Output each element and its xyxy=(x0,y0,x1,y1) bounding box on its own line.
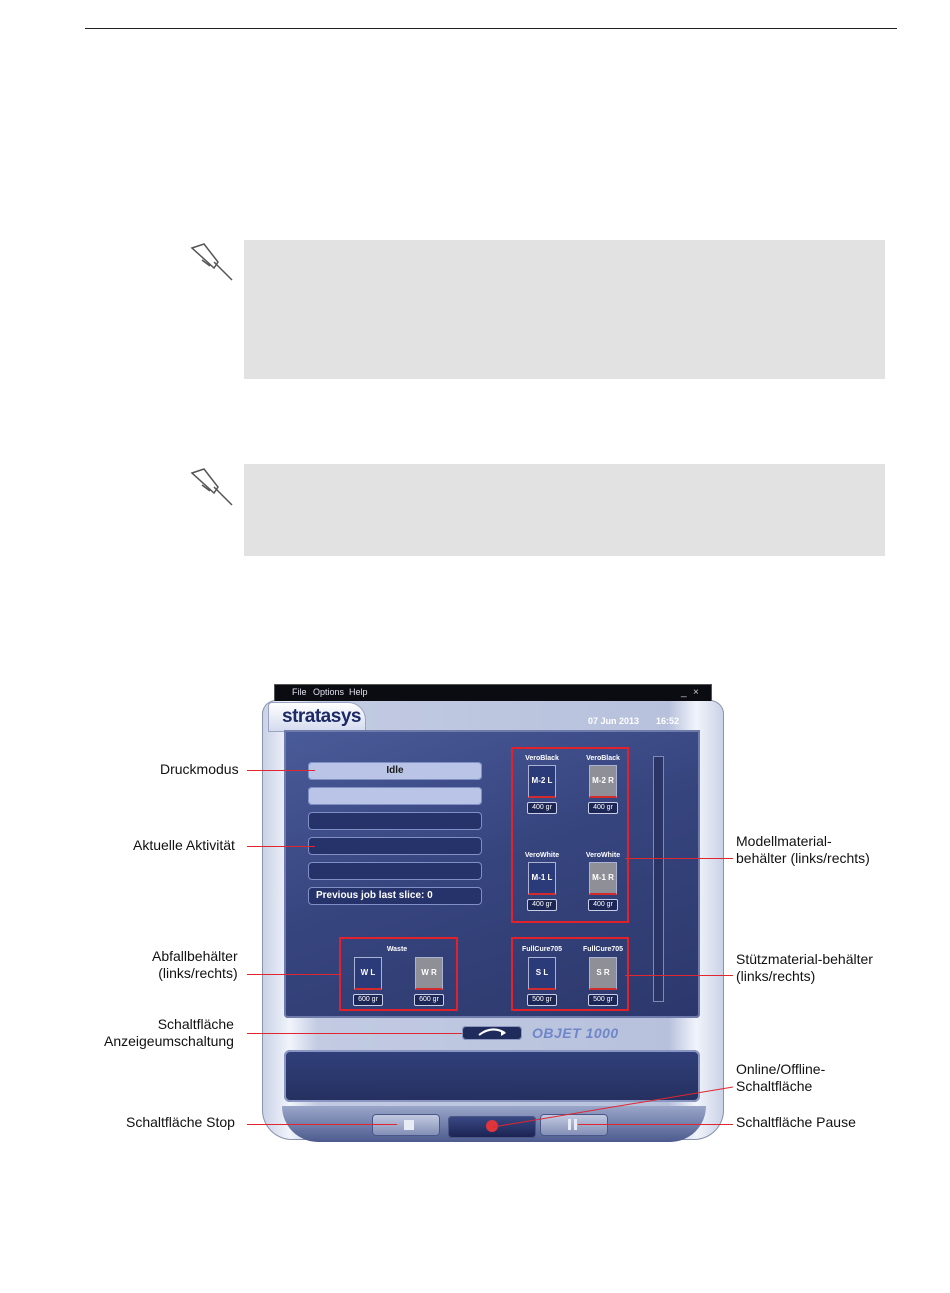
callout-line xyxy=(625,975,733,976)
callout-line xyxy=(247,846,315,847)
pushpin-icon xyxy=(188,240,234,284)
refresh-icon xyxy=(475,1027,509,1039)
support-left: S L xyxy=(528,957,556,990)
callout-line xyxy=(247,974,339,975)
callout-line xyxy=(247,1124,397,1125)
callout-stuetz xyxy=(736,951,873,985)
waste-label: Waste xyxy=(386,946,408,953)
callout-abfall xyxy=(152,948,238,982)
support-right: S R xyxy=(589,957,617,990)
model-label: OBJET 1000 xyxy=(532,1025,619,1041)
print-mode-field: Idle xyxy=(308,762,482,780)
waste-right: W R xyxy=(415,957,443,990)
support-material: FullCure705 xyxy=(582,946,624,953)
status-field-2 xyxy=(308,787,482,805)
status-field-5 xyxy=(308,862,482,880)
note-box xyxy=(244,464,885,556)
callout-anzeige-line2: Anzeigeumschaltung xyxy=(104,1033,234,1049)
waste-left: W L xyxy=(354,957,382,990)
callout-stop: Schaltfläche Stop xyxy=(126,1114,235,1130)
support-material: FullCure705 xyxy=(521,946,563,953)
callout-stuetz-line1: Stützmaterial-behälter xyxy=(736,951,873,967)
cartridge-material: VeroWhite xyxy=(524,852,560,859)
waste-weight: 600 gr xyxy=(414,994,444,1006)
callout-line xyxy=(625,858,733,859)
callout-line xyxy=(247,770,315,771)
callout-pause: Schaltfläche Pause xyxy=(736,1114,856,1130)
callout-anzeige-line1: Schaltfläche xyxy=(157,1016,234,1032)
callout-aktivitaet: Aktuelle Aktivität xyxy=(133,837,235,853)
cartridge-m1r: M-1 R xyxy=(589,862,617,895)
cartridge-material: VeroBlack xyxy=(586,755,620,762)
cartridge-weight: 400 gr xyxy=(527,899,557,911)
waste-weight: 600 gr xyxy=(353,994,383,1006)
display-toggle-button[interactable] xyxy=(462,1026,522,1040)
header-rule xyxy=(85,28,897,29)
date-display: 07 Jun 2013 xyxy=(588,716,640,726)
cartridge-m2l: M-2 L xyxy=(528,765,556,798)
cartridge-weight: 400 gr xyxy=(527,802,557,814)
last-slice-field: Previous job last slice: 0 xyxy=(308,887,482,905)
callout-line xyxy=(578,1124,733,1125)
time-display: 16:52 xyxy=(656,716,680,726)
callout-anzeige xyxy=(104,1016,234,1050)
menu-help[interactable]: Help xyxy=(349,687,368,697)
callout-abfall-line1: Abfallbehälter xyxy=(152,948,238,964)
callout-modell-line2: behälter (links/rechts) xyxy=(736,850,870,866)
stop-icon xyxy=(404,1120,414,1130)
callout-stuetz-line2: (links/rechts) xyxy=(736,968,816,984)
callout-abfall-line2: (links/rechts) xyxy=(158,965,238,981)
menu-bar xyxy=(274,684,712,701)
cartridge-weight: 400 gr xyxy=(588,802,618,814)
support-weight: 500 gr xyxy=(588,994,618,1006)
callout-online-line2: Schaltfläche xyxy=(736,1078,813,1094)
close-button[interactable]: × xyxy=(693,687,699,698)
pushpin-icon xyxy=(188,465,234,509)
callout-online xyxy=(736,1061,825,1095)
cartridge-m2r: M-2 R xyxy=(589,765,617,798)
status-field-3 xyxy=(308,812,482,830)
stop-button[interactable] xyxy=(372,1114,440,1136)
callout-modell-line1: Modellmaterial- xyxy=(736,833,832,849)
menu-file[interactable]: File xyxy=(292,687,307,697)
callout-online-line1: Online/Offline- xyxy=(736,1061,826,1077)
current-activity-field xyxy=(308,837,482,855)
callout-line xyxy=(247,1033,462,1034)
cartridge-material: VeroBlack xyxy=(525,755,559,762)
cartridge-material: VeroWhite xyxy=(585,852,621,859)
stratasys-logo: stratasys xyxy=(282,706,361,727)
menu-options[interactable]: Options xyxy=(313,687,345,697)
level-indicator xyxy=(653,756,664,1002)
support-weight: 500 gr xyxy=(527,994,557,1006)
callout-modell xyxy=(736,833,870,867)
cartridge-m1l: M-1 L xyxy=(528,862,556,895)
callout-druckmodus: Druckmodus xyxy=(160,761,239,777)
minimize-button[interactable]: _ xyxy=(681,687,687,698)
cartridge-weight: 400 gr xyxy=(588,899,618,911)
note-box xyxy=(244,240,885,379)
